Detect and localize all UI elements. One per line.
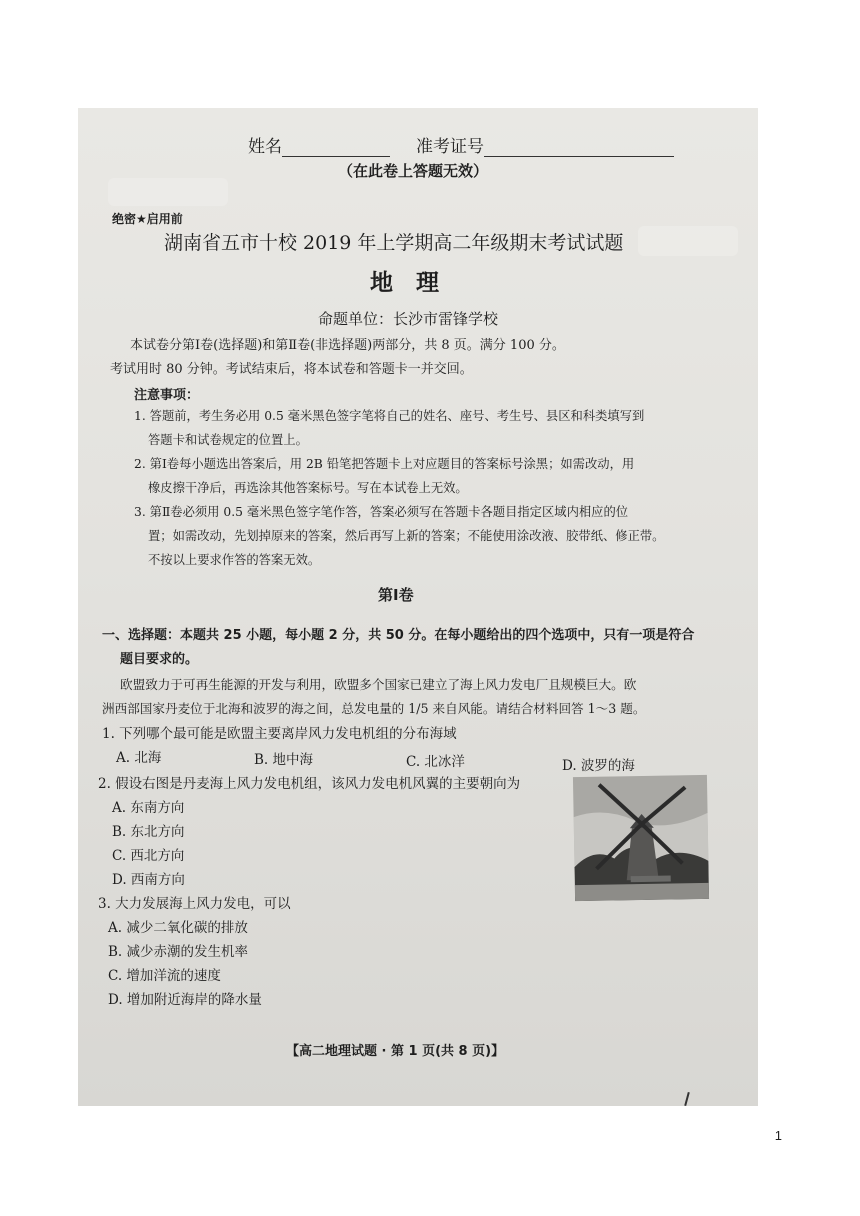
exam-number-label: 准考证号 xyxy=(416,137,484,157)
question-3-stem: 3. 大力发展海上风力发电，可以 xyxy=(98,896,291,912)
question-2-stem: 2. 假设右图是丹麦海上风力发电机组，该风力发电机风翼的主要朝向为 xyxy=(98,776,521,792)
redaction-smudge xyxy=(108,178,228,206)
pen-mark xyxy=(684,1092,690,1106)
secret-mark: 绝密★启用前 xyxy=(112,212,183,226)
question-3-option-c: C. 增加洋流的速度 xyxy=(108,968,221,984)
notice-line: 橡皮擦干净后，再选涂其他答案标号。写在本试卷上无效。 xyxy=(148,481,468,495)
material-line-2: 洲西部国家丹麦位于北海和波罗的海之间，总发电量的 1/5 来自风能。请结合材料回答 1～3 题。 xyxy=(102,701,646,716)
question-1-option-c: C. 北冰洋 xyxy=(406,754,465,770)
question-1-option-b: B. 地中海 xyxy=(254,752,314,768)
answer-invalid-note: （在此卷上答题无效） xyxy=(338,162,489,180)
material-line-1: 欧盟致力于可再生能源的开发与利用，欧盟多个国家已建立了海上风力发电厂且规模巨大。欧 xyxy=(120,677,637,692)
document-page-number: 1 xyxy=(774,1128,782,1143)
windmill-photo xyxy=(573,775,709,901)
intro-line-1: 本试卷分第Ⅰ卷(选择题)和第Ⅱ卷(非选择题)两部分，共 8 页。满分 100 分。 xyxy=(130,338,565,353)
notice-line: 1. 答题前，考生务必用 0.5 毫米黑色签字笔将自己的姓名、座号、考生号、县区和科类填写到 xyxy=(134,409,645,423)
intro-line-2: 考试用时 80 分钟。考试结束后，将本试卷和答题卡一并交回。 xyxy=(110,362,473,377)
exam-number-field xyxy=(416,132,674,157)
windmill-icon xyxy=(573,775,709,901)
question-2-option-a: A. 东南方向 xyxy=(112,800,185,816)
exam-number-blank xyxy=(484,138,674,157)
name-field xyxy=(248,132,390,157)
setter-unit: 命题单位：长沙市雷锋学校 xyxy=(318,310,499,328)
section-instruction-2: 题目要求的。 xyxy=(120,652,199,667)
notice-line: 答题卡和试卷规定的位置上。 xyxy=(148,433,308,447)
section-title: 第Ⅰ卷 xyxy=(378,586,414,604)
notices-title: 注意事项： xyxy=(134,388,200,403)
question-2-option-d: D. 西南方向 xyxy=(112,872,185,888)
name-label: 姓名 xyxy=(248,137,282,157)
notice-line: 2. 第Ⅰ卷每小题选出答案后，用 2B 铅笔把答题卡上对应题目的答案标号涂黑；如需改动，用 xyxy=(134,457,635,471)
redaction-smudge xyxy=(638,226,738,256)
question-1-option-d: D. 波罗的海 xyxy=(562,758,635,774)
question-3-option-a: A. 减少二氧化碳的排放 xyxy=(108,920,248,936)
page-footer: 【高二地理试题 · 第 1 页(共 8 页)】 xyxy=(286,1044,505,1059)
subject-title: 地 理 xyxy=(370,270,439,296)
question-1-stem: 1. 下列哪个最可能是欧盟主要离岸风力发电机组的分布海域 xyxy=(102,726,457,742)
notice-line: 不按以上要求作答的答案无效。 xyxy=(148,553,321,567)
question-3-option-d: D. 增加附近海岸的降水量 xyxy=(108,992,262,1008)
name-blank xyxy=(282,138,390,157)
question-3-option-b: B. 减少赤潮的发生机率 xyxy=(108,944,249,960)
question-1-option-a: A. 北海 xyxy=(116,750,162,766)
notice-line: 3. 第Ⅱ卷必须用 0.5 毫米黑色签字笔作答，答案必须写在答题卡各题目指定区域内相应的位 xyxy=(134,505,629,519)
notice-line: 置；如需改动，先划掉原来的答案，然后再写上新的答案；不能使用涂改液、胶带纸、修正带。 xyxy=(148,529,665,543)
scanned-exam-photo xyxy=(78,108,758,1106)
section-instruction-1: 一、选择题：本题共 25 小题，每小题 2 分，共 50 分。在每小题给出的四个选项中，只有一项是符合 xyxy=(102,628,695,643)
question-2-option-b: B. 东北方向 xyxy=(112,824,185,840)
exam-title: 湖南省五市十校 2019 年上学期高二年级期末考试试题 xyxy=(164,232,624,254)
question-2-option-c: C. 西北方向 xyxy=(112,848,185,864)
